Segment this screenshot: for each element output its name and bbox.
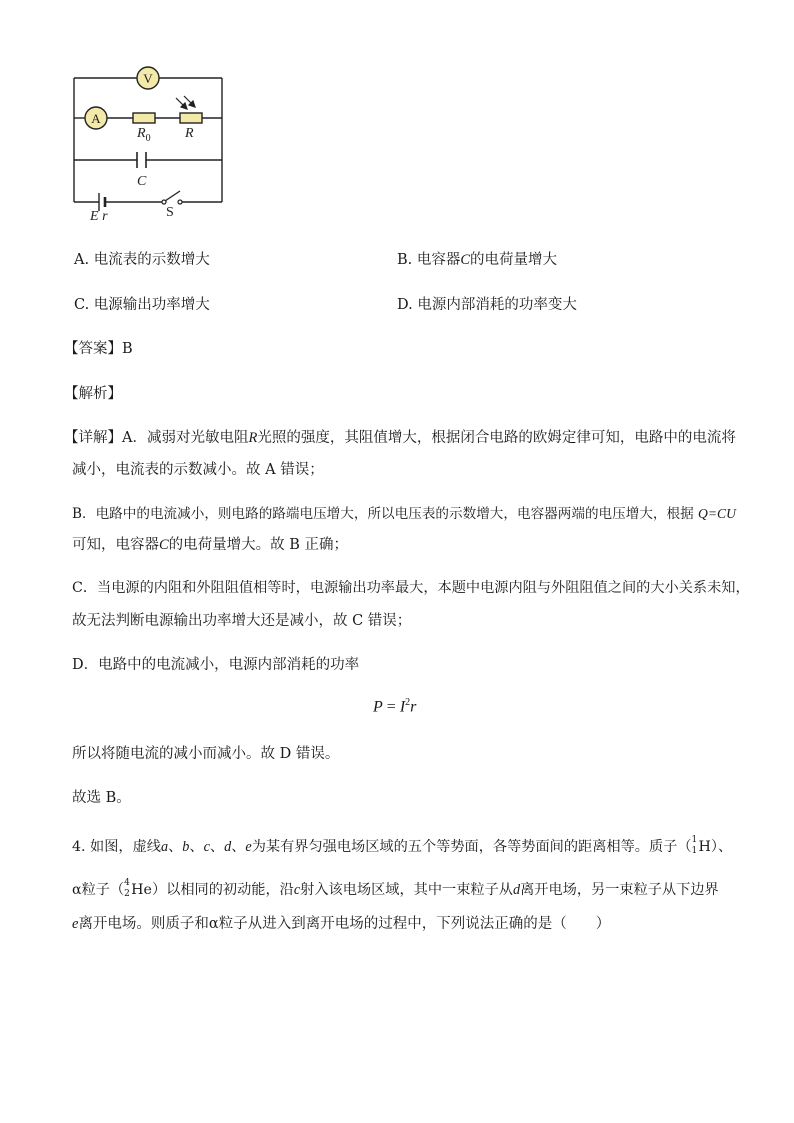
answer-tag: 【答案】 bbox=[64, 341, 122, 357]
answer-value: B bbox=[122, 341, 133, 357]
question4-line-3: e离开电场。则质子和α粒子从进入到离开电场的过程中，下列说法正确的是（ ） bbox=[72, 916, 611, 932]
detail-line-2: 减小，电流表的示数减小。故 A 错误； bbox=[72, 462, 324, 478]
r0-label: $R_0$ bbox=[137, 126, 151, 144]
detail-line-5: C．当电源的内阻和外阻阻值相等时，电源输出功率最大，本题中电源内阻与外阻阻值之间的大小关系未知， bbox=[72, 580, 750, 596]
option-d-prefix: D. bbox=[397, 297, 413, 313]
detail-line-7: D．电路中的电流减小，电源内部消耗的功率 bbox=[72, 657, 360, 673]
option-c bbox=[74, 293, 210, 314]
switch-label: S bbox=[166, 205, 174, 220]
detail-tag: 【详解】 bbox=[64, 430, 122, 446]
detail-line-9: 故选 B。 bbox=[72, 790, 131, 806]
question4-line-2: α粒子（ 4 2 He）以相同的初动能，沿c射入该电场区域，其中一束粒子从d离开电场，另一束粒子从下边界 bbox=[72, 878, 719, 899]
capacitor-symbol bbox=[137, 152, 146, 168]
detail-line-4: 可知，电容器C的电荷量增大。故 B 正确； bbox=[72, 537, 349, 553]
light-arrows-icon bbox=[176, 96, 195, 109]
option-b-prefix: B. bbox=[397, 252, 413, 268]
voltmeter-label: V bbox=[143, 71, 153, 86]
option-b: B. 电容器C的电荷量增大 bbox=[397, 252, 558, 268]
option-a-text: 电流表的示数增大 bbox=[93, 252, 210, 268]
option-c-text: 电源输出功率增大 bbox=[93, 297, 210, 313]
alpha-nuclide: 4 2 bbox=[124, 878, 130, 899]
proton-nuclide: 1 1 bbox=[691, 835, 698, 856]
photoresistor-r bbox=[180, 113, 202, 123]
capacitor-label: C bbox=[137, 174, 147, 189]
switch-symbol bbox=[162, 191, 182, 204]
power-formula: $P = I^2r$ bbox=[373, 697, 417, 716]
emf-label: E r bbox=[90, 209, 108, 224]
detail-line-6: 故无法判断电源输出功率增大还是减小，故 C 错误； bbox=[72, 613, 412, 629]
option-a-prefix: A. bbox=[74, 252, 90, 268]
ammeter-label: A bbox=[91, 111, 101, 126]
option-d bbox=[397, 293, 577, 314]
detail-line-1: 【详解】A．减弱对光敏电阻R光照的强度，其阻值增大，根据闭合电路的欧姆定律可知，电路中的电流将 bbox=[64, 430, 736, 446]
analysis-heading: 【解析】 bbox=[64, 386, 122, 402]
formula-q-cu: Q=CU bbox=[698, 506, 736, 521]
option-d-text: 电源内部消耗的功率变大 bbox=[417, 297, 577, 313]
resistor-r0 bbox=[133, 113, 155, 123]
r-label: R bbox=[185, 126, 194, 141]
option-a bbox=[74, 248, 210, 269]
detail-line-3: B．电路中的电流减小，则电路的路端电压增大，所以电压表的示数增大，电容器两端的电压增大，根据 Q=CU bbox=[72, 506, 736, 522]
question4-line-1: 4. 如图，虚线a、b、c、d、e为某有界匀强电场区域的五个等势面，各等势面间的距离相等。质子（ 1 1 H）、 bbox=[72, 835, 733, 856]
answer-line bbox=[64, 337, 133, 358]
detail-line-8: 所以将随电流的减小而减小。故 D 错误。 bbox=[72, 746, 340, 762]
option-c-prefix: C. bbox=[74, 297, 90, 313]
circuit-diagram bbox=[60, 60, 240, 225]
